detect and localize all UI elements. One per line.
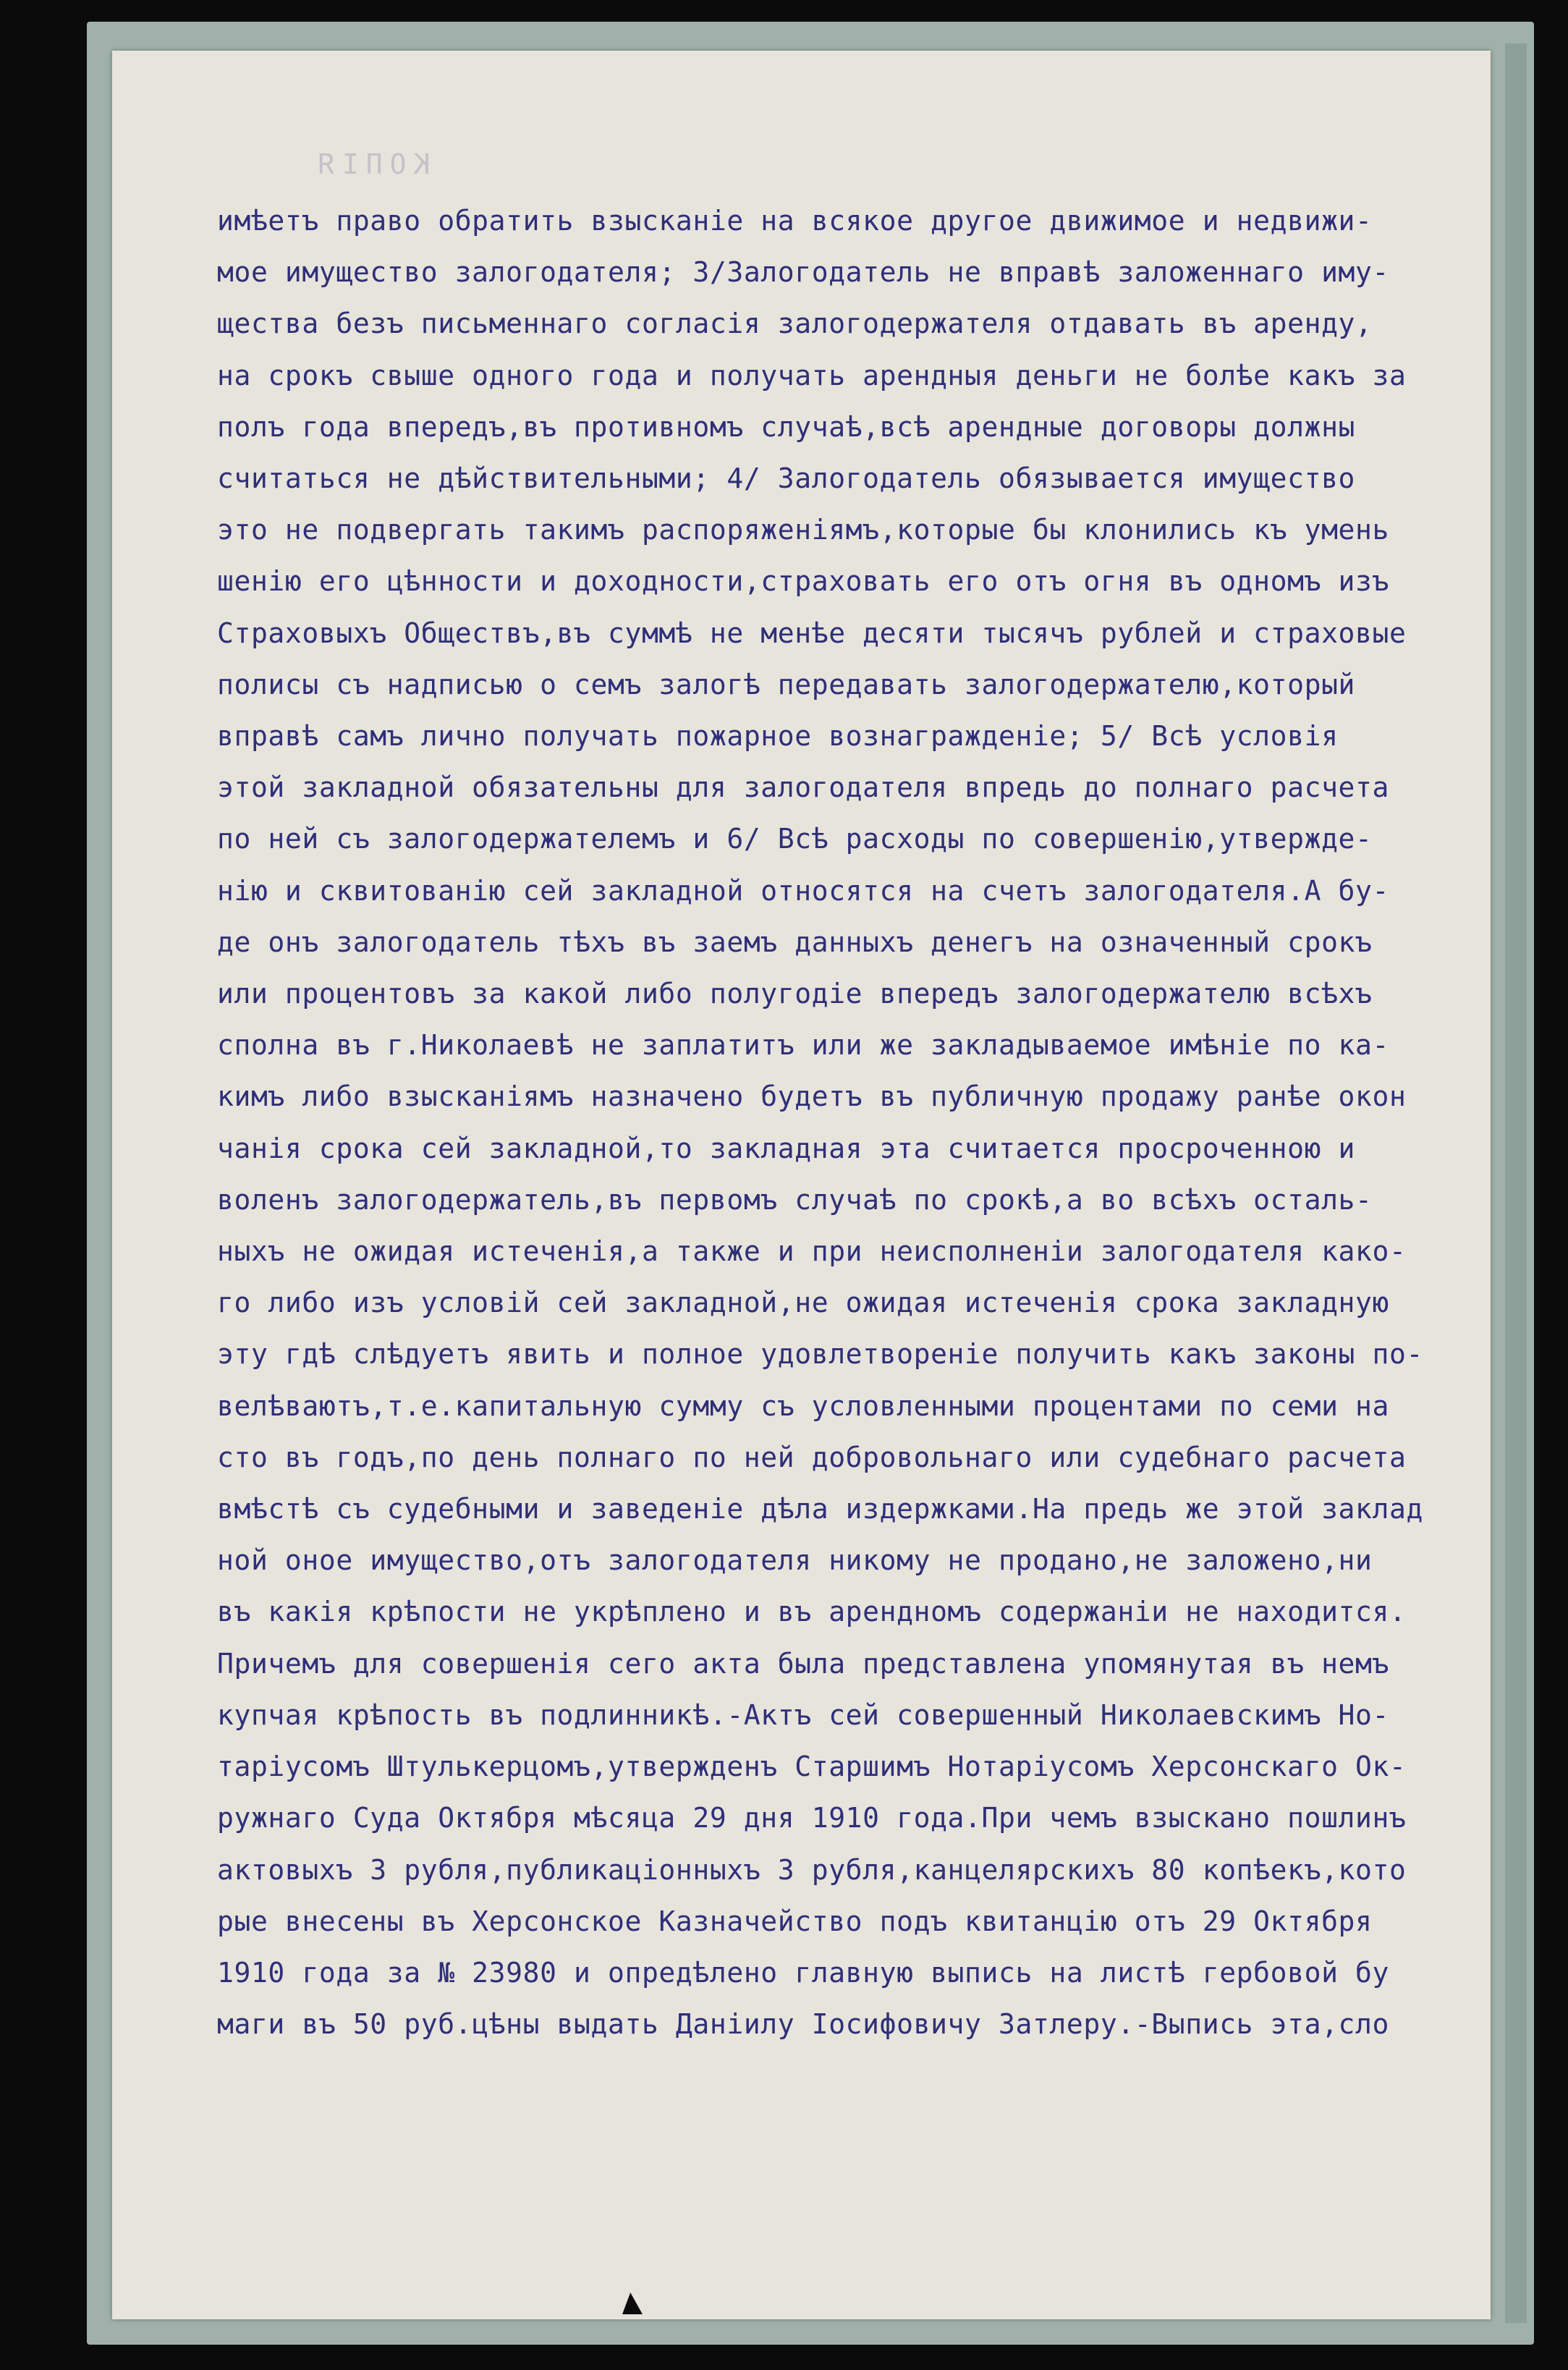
text-line: считаться не дѣйствительными; 4/ Залогодатель обязывается имущество xyxy=(217,462,1356,495)
text-line: кимъ либо взысканіямъ назначено будетъ въ публичную продажу ранѣе окон xyxy=(217,1080,1407,1113)
typed-text-body xyxy=(217,195,1483,2050)
text-line: Страховыхъ Обществъ,въ суммѣ не менѣе десяти тысячъ рублей и страховые xyxy=(217,617,1407,649)
text-line: сто въ годъ,по день полнаго по ней добровольнаго или судебнаго расчета xyxy=(217,1441,1407,1473)
text-line: таріусомъ Штулькерцомъ,утвержденъ Старшимъ Нотаріусомъ Херсонскаго Ок- xyxy=(217,1751,1407,1783)
text-line: мое имущество залогодателя; 3/Залогодатель не вправѣ заложеннаго иму- xyxy=(217,256,1389,289)
text-line: го либо изъ условій сей закладной,не ожидая истеченія срока закладную xyxy=(217,1287,1389,1319)
text-line: купчая крѣпость въ подлинникѣ.-Актъ сей совершенный Николаевскимъ Но- xyxy=(217,1698,1389,1731)
text-line: этой закладной обязательны для залогодателя впредь до полнаго расчета xyxy=(217,771,1389,804)
text-line: велѣваютъ,т.е.капитальную сумму съ условленными процентами по семи на xyxy=(217,1389,1389,1422)
text-line: сполна въ г.Николаевѣ не заплатитъ или же закладываемое имѣніе по ка- xyxy=(217,1029,1389,1062)
text-line: ныхъ не ожидая истеченія,а также и при неисполненіи залогодателя како- xyxy=(217,1235,1407,1268)
text-line: это не подвергать такимъ распоряженіямъ,которые бы клонились къ умень xyxy=(217,514,1389,546)
text-line: или процентовъ за какой либо полугодіе впередъ залогодержателю всѣхъ xyxy=(217,978,1373,1010)
text-line: вмѣстѣ съ судебными и заведеніе дѣла издержками.На предь же этой заклад xyxy=(217,1493,1423,1525)
text-line: полисы съ надписью о семъ залогѣ передавать залогодержателю,который xyxy=(217,668,1356,701)
text-line: имѣетъ право обратить взысканіе на всякое другое движимое и недвижи- xyxy=(217,205,1373,237)
text-line: чанія срока сей закладной,то закладная эта считается просроченною и xyxy=(217,1132,1356,1164)
text-line: шенію его цѣнности и доходности,страховать его отъ огня въ одномъ изъ xyxy=(217,565,1389,598)
backing-board-edge xyxy=(1505,43,1527,2323)
text-line: рые внесены въ Херсонское Казначейство подъ квитанцію отъ 29 Октября xyxy=(217,1905,1373,1937)
bleed-through-header: КОПІЯ xyxy=(311,148,431,180)
text-line: по ней съ залогодержателемъ и 6/ Всѣ расходы по совершенію,утвержде- xyxy=(217,823,1373,855)
text-line: воленъ залогодержатель,въ первомъ случаѣ по срокѣ,а во всѣхъ осталь- xyxy=(217,1183,1373,1216)
text-line: ной оное имущество,отъ залогодателя никому не продано,не заложено,ни xyxy=(217,1544,1373,1577)
text-line: ружнаго Суда Октября мѣсяца 29 дня 1910 года.При чемъ взыскано пошлинъ xyxy=(217,1802,1407,1834)
text-line: вправѣ самъ лично получать пожарное вознагражденіе; 5/ Всѣ условія xyxy=(217,720,1339,753)
text-line: маги въ 50 руб.цѣны выдать Даніилу Іосифовичу Затлеру.-Выпись эта,сло xyxy=(217,2008,1389,2041)
text-line: актовыхъ 3 рубля,публикаціонныхъ 3 рубля,канцелярскихъ 80 копѣекъ,кото xyxy=(217,1853,1407,1886)
text-line: де онъ залогодатель тѣхъ въ заемъ данныхъ денегъ на означенный срокъ xyxy=(217,926,1373,958)
text-line: полъ года впередъ,въ противномъ случаѣ,всѣ арендные договоры должны xyxy=(217,410,1356,443)
text-line: нію и сквитованію сей закладной относятся на счетъ залогодателя.А бу- xyxy=(217,874,1389,907)
text-line: щества безъ письменнаго согласія залогодержателя отдавать въ аренду, xyxy=(217,308,1373,340)
text-line: эту гдѣ слѣдуетъ явить и полное удовлетвореніе получить какъ законы по- xyxy=(217,1338,1423,1371)
text-line: на срокъ свыше одного года и получать арендныя деньги не болѣе какъ за xyxy=(217,359,1407,392)
text-line: 1910 года за № 23980 и опредѣлено главную выпись на листѣ гербовой бу xyxy=(217,1956,1389,1989)
text-line: въ какія крѣпости не укрѣплено и въ арендномъ содержаніи не находится. xyxy=(217,1596,1407,1628)
text-line: Причемъ для совершенія сего акта была представлена упомянутая въ немъ xyxy=(217,1647,1389,1680)
